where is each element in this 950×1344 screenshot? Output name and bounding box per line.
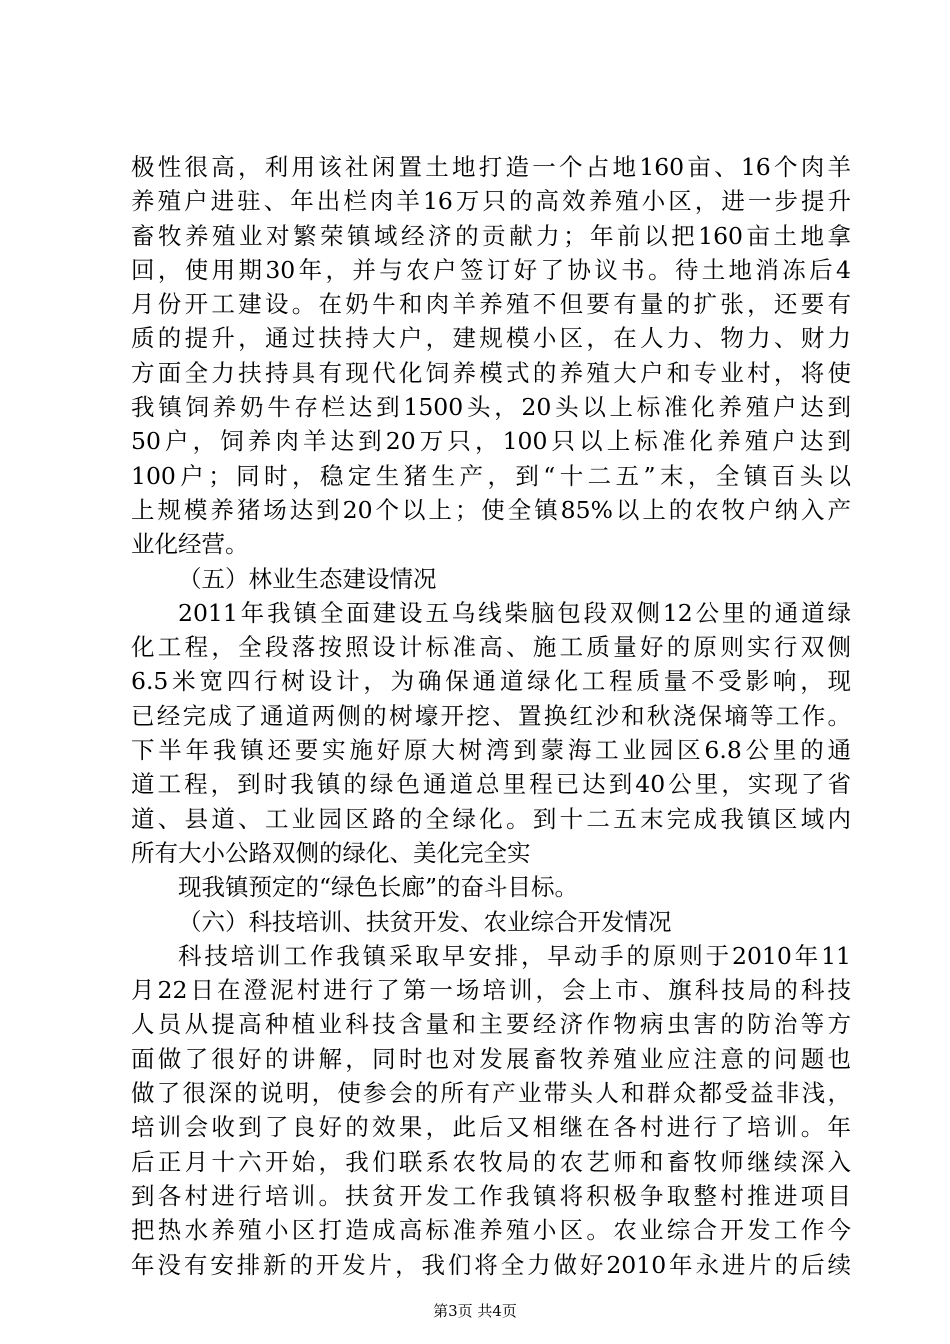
text-line: （五）林业生态建设情况 xyxy=(178,564,437,593)
text-line: 把热水养殖小区打造成高标准养殖小区。农业综合开发工作今 xyxy=(131,1216,851,1245)
text-line: 所有大小公路双侧的绿化、美化完全实 xyxy=(131,838,531,867)
text-line: 上规模养猪场达到20个以上；使全镇85%以上的农牧户纳入产 xyxy=(131,495,851,524)
text-line: 年没有安排新的开发片，我们将全力做好2010年永进片的后续 xyxy=(131,1250,851,1279)
text-line: 月份开工建设。在奶牛和肉羊养殖不但要有量的扩张，还要有 xyxy=(131,290,851,319)
text-line: 下半年我镇还要实施好原大树湾到蒙海工业园区6.8公里的通 xyxy=(131,736,851,765)
text-line: 后正月十六开始，我们联系农牧局的农艺师和畜牧师继续深入 xyxy=(131,1147,851,1176)
text-line: 100户；同时，稳定生猪生产，到“十二五”末，全镇百头以 xyxy=(131,461,851,490)
text-line: 已经完成了通道两侧的树壕开挖、置换红沙和秋浇保墒等工作。 xyxy=(131,701,851,730)
text-line: 我镇饲养奶牛存栏达到1500头，20头以上标准化养殖户达到 xyxy=(131,393,851,422)
text-line: 6.5米宽四行树设计，为确保通道绿化工程质量不受影响，现 xyxy=(131,667,851,696)
text-line: 业化经营。 xyxy=(131,530,249,559)
text-line: 畜牧养殖业对繁荣镇域经济的贡献力；年前以把160亩土地拿 xyxy=(131,221,851,250)
text-line: 养殖户进驻、年出栏肉羊16万只的高效养殖小区，进一步提升 xyxy=(131,187,851,216)
text-line: 2011年我镇全面建设五乌线柴脑包段双侧12公里的通道绿 xyxy=(178,598,851,627)
text-line: 人员从提高种植业科技含量和主要经济作物病虫害的防治等方 xyxy=(131,1010,851,1039)
text-line: 月22日在澄泥村进行了第一场培训，会上市、旗科技局的科技 xyxy=(131,976,851,1005)
text-line: 做了很深的说明，使参会的所有产业带头人和群众都受益非浅， xyxy=(131,1079,851,1108)
text-line: 到各村进行培训。扶贫开发工作我镇将积极争取整村推进项目 xyxy=(131,1181,851,1210)
text-line: （六）科技培训、扶贫开发、农业综合开发情况 xyxy=(178,907,672,936)
text-line: 50户，饲养肉羊达到20万只，100只以上标准化养殖户达到 xyxy=(131,427,851,456)
text-line: 质的提升，通过扶持大户，建规模小区，在人力、物力、财力 xyxy=(131,324,851,353)
text-line: 化工程，全段落按照设计标准高、施工质量好的原则实行双侧 xyxy=(131,633,851,662)
text-line: 道、县道、工业园区路的全绿化。到十二五末完成我镇区域内 xyxy=(131,804,851,833)
text-line: 道工程，到时我镇的绿色通道总里程已达到40公里，实现了省 xyxy=(131,770,851,799)
text-line: 方面全力扶持具有现代化饲养模式的养殖大户和专业村，将使 xyxy=(131,358,851,387)
text-line: 培训会收到了良好的效果，此后又相继在各村进行了培训。年 xyxy=(131,1113,851,1142)
page-footer: 第3页 共4页 xyxy=(433,1302,517,1320)
text-line: 面做了很好的讲解，同时也对发展畜牧养殖业应注意的问题也 xyxy=(131,1044,851,1073)
text-line: 回，使用期30年，并与农户签订好了协议书。待土地消冻后4 xyxy=(131,255,851,284)
text-line: 极性很高，利用该社闲置土地打造一个占地160亩、16个肉羊 xyxy=(131,153,851,181)
text-line: 科技培训工作我镇采取早安排，早动手的原则于2010年11 xyxy=(178,941,851,970)
text-line: 现我镇预定的“绿色长廊”的奋斗目标。 xyxy=(178,873,579,902)
document-body xyxy=(131,150,851,1282)
